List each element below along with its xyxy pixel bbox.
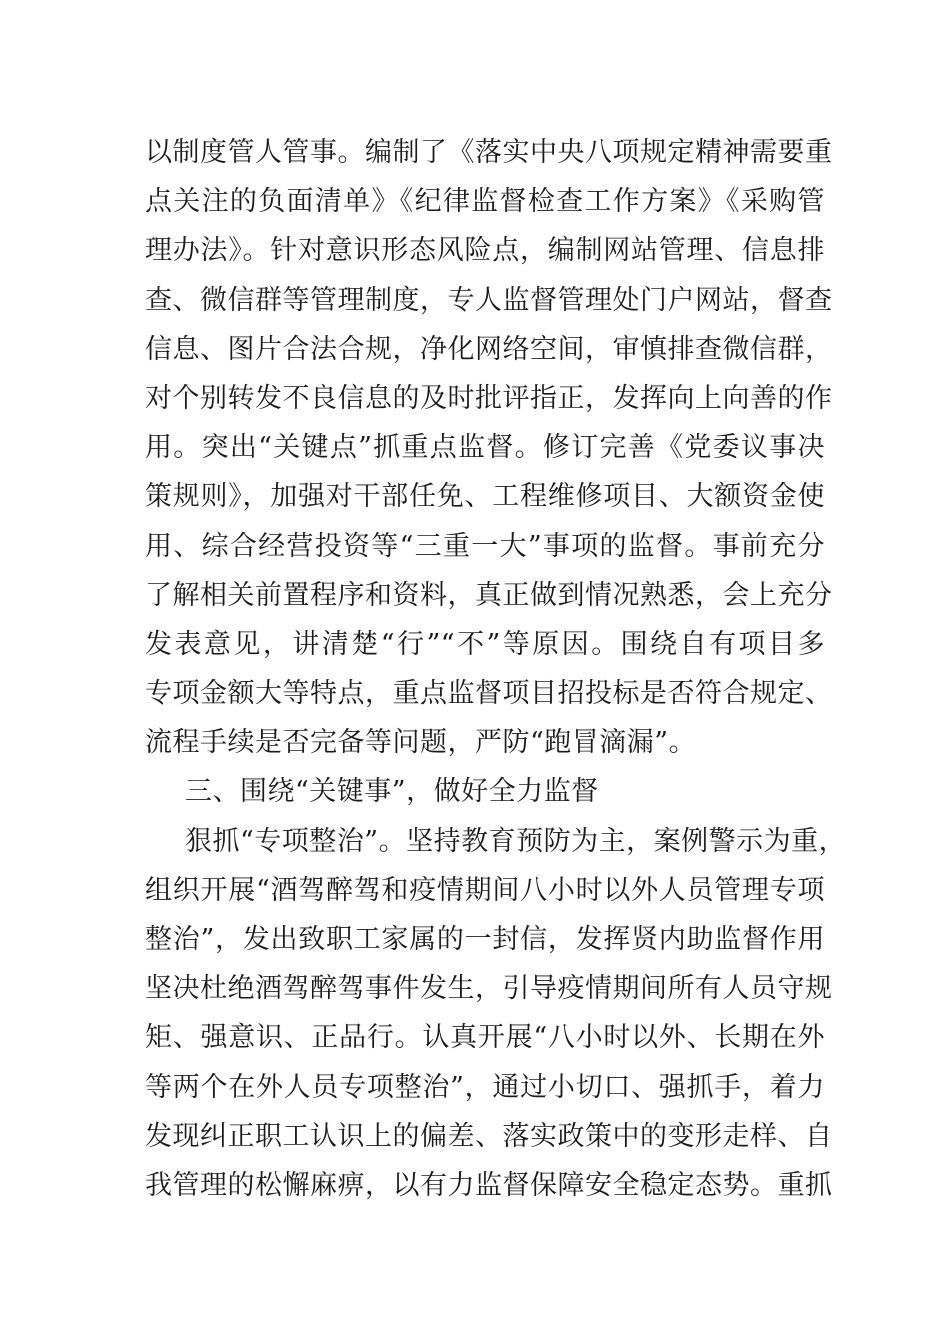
section-heading: 三、围绕“关键事”，做好全力监督	[185, 776, 599, 808]
text-line: 了解相关前置程序和资料，真正做到情况熟悉，会上充分	[145, 579, 833, 611]
text-line: 坚决杜绝酒驾醉驾事件发生，引导疫情期间所有人员守规	[145, 973, 833, 1005]
text-line: 矩、强意识、正品行。认真开展“八小时以外、长期在外	[145, 1022, 825, 1054]
text-line: 发现纠正职工认识上的偏差、落实政策中的变形走样、自	[145, 1120, 833, 1152]
text-line: 信息、图片合法合规，净化网络空间，审慎排查微信群，	[145, 333, 833, 365]
text-line: 我管理的松懈麻痹，以有力监督保障安全稳定态势。重抓	[145, 1169, 833, 1201]
text-line: 发表意见，讲清楚“行”“不”等原因。围绕自有项目多	[145, 628, 825, 660]
text-line: 整治”，发出致职工家属的一封信，发挥贤内助监督作用	[145, 924, 825, 955]
text-line: 组织开展“酒驾醉驾和疫情期间八小时以外人员管理专项	[145, 874, 825, 906]
text-line: 对个别转发不良信息的及时批评指正，发挥向上向善的作	[145, 382, 833, 414]
text-line: 理办法》。针对意识形态风险点，编制网站管理、信息排	[145, 235, 825, 267]
text-line: 用、综合经营投资等“三重一大”事项的监督。事前充分	[145, 530, 825, 562]
text-line: 等两个在外人员专项整治”，通过小切口、强抓手，着力	[145, 1071, 825, 1103]
body-text	[145, 128, 847, 1210]
text-line: 查、微信群等管理制度，专人监督管理处门户网站，督查	[145, 284, 833, 316]
text-line: 流程手续是否完备等问题，严防“跑冒滴漏”。	[145, 727, 697, 759]
text-line: 以制度管人管事。编制了《落实中央八项规定精神需要重	[145, 137, 833, 168]
paragraph-first-line: 狠抓“专项整治”。坚持教育预防为主，案例警示为重，	[185, 825, 847, 857]
text-line: 专项金额大等特点，重点监督项目招投标是否符合规定、	[145, 678, 833, 710]
text-line: 策规则》，加强对干部任免、工程维修项目、大额资金使	[145, 481, 825, 513]
text-line: 点关注的负面清单》《纪律监督检查工作方案》《采购管	[145, 186, 825, 218]
text-line: 用。突出“关键点”抓重点监督。修订完善《党委议事决	[145, 432, 825, 464]
